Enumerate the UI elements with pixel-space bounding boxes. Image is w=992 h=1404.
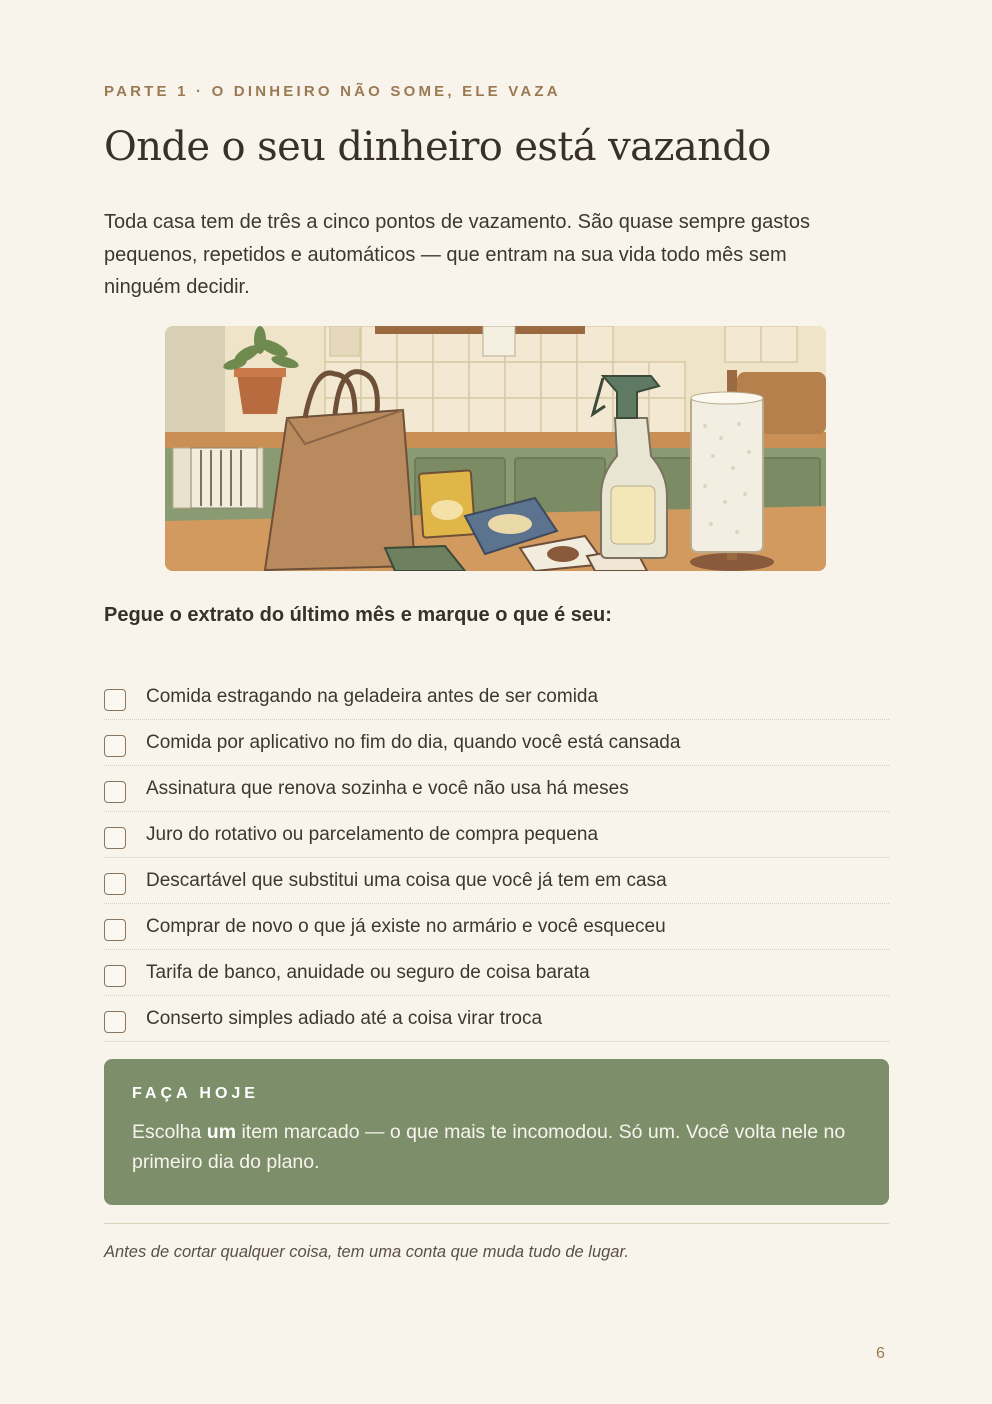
checklist-item[interactable] [104,905,889,950]
checklist-item[interactable] [104,859,889,904]
checkbox[interactable] [104,1011,126,1033]
checklist-item-label: Tarifa de banco, anuidade ou seguro de coisa barata [146,962,590,983]
callout-text-start: Escolha [132,1121,207,1143]
checklist-item-label: Descartável que substitui uma coisa que você já tem em casa [146,870,667,891]
checkbox[interactable] [104,689,126,711]
checklist-item[interactable] [104,721,889,766]
divider [104,1223,889,1224]
checkbox[interactable] [104,873,126,895]
callout-text-end: item marcado — o que mais te incomodou. Só um. Você volta nele no primeiro dia do plano. [132,1121,846,1173]
footnote: Antes de cortar qualquer coisa, tem uma conta que muda tudo de lugar. [104,1243,629,1261]
do-today-callout [104,1059,889,1205]
checkbox[interactable] [104,965,126,987]
checklist-item[interactable] [104,675,889,720]
checkbox[interactable] [104,735,126,757]
intro-paragraph: Toda casa tem de três a cinco pontos de vazamento. São quase sempre gastos pequenos, repetidos e automáticos — que entram na sua vida todo mês sem ninguém decidir. [104,211,810,298]
checklist-item-label: Comida estragando na geladeira antes de ser comida [146,686,599,707]
page-title: Onde o seu dinheiro está vazando [104,124,771,170]
checklist-item[interactable] [104,813,889,858]
checklist-item-label: Comida por aplicativo no fim do dia, quando você está cansada [146,732,681,753]
checklist-item-label: Comprar de novo o que já existe no armário e você esqueceu [146,916,666,937]
callout-label: FAÇA HOJE [132,1085,259,1102]
checkbox[interactable] [104,827,126,849]
page-number: 6 [876,1345,885,1362]
checkbox[interactable] [104,919,126,941]
callout-text [132,1117,861,1177]
checklist-item[interactable] [104,997,889,1042]
checklist-item[interactable] [104,951,889,996]
checklist-item-label: Juro do rotativo ou parcelamento de compra pequena [146,824,599,845]
checklist-item[interactable] [104,767,889,812]
section-eyebrow: PARTE 1 · O DINHEIRO NÃO SOME, ELE VAZA [104,83,561,100]
checklist-heading: Pegue o extrato do último mês e marque o que é seu: [104,604,612,626]
kitchen-counter-illustration [165,326,826,571]
callout-emphasis: um [206,1121,237,1143]
checklist-item-label: Conserto simples adiado até a coisa virar troca [146,1008,543,1029]
checklist-item-label: Assinatura que renova sozinha e você não usa há meses [146,778,629,799]
checkbox[interactable] [104,781,126,803]
leak-checklist [104,675,889,1043]
